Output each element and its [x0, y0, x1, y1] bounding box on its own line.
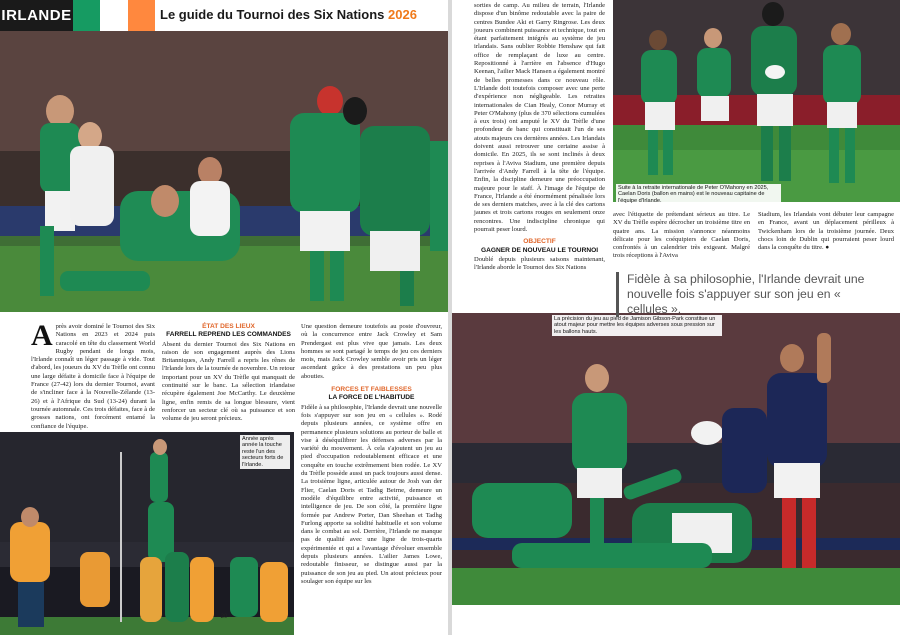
kick-photo — [452, 313, 900, 605]
right-text-column — [474, 2, 605, 302]
page-number: - 20 - — [216, 614, 231, 620]
lineout-caption: Année après année la touche reste l'un des secteurs forts de l'Irlande. — [240, 435, 290, 469]
kick-caption: La précision du jeu au pied de Jamison Gibson-Park constitue un atout majeur pour mettre les équipes adverses sous pression sur les ballons hauts. — [552, 315, 722, 336]
guide-title — [160, 7, 417, 22]
irish-flag-icon — [73, 0, 155, 31]
right-text-paragraph-3: Stadium, les Irlandais vont débuter leur campagne en France, avant un déplacement périlleux à Twickenham lors de la troisième journée. Deux chocs loin de Dublin qui pourraient peser lourd dans la conquête du titre. ● — [758, 211, 894, 252]
page-header — [0, 0, 448, 31]
section-heading-objectif: GAGNER DE NOUVEAU LE TOURNOI — [480, 246, 599, 254]
section-label-forces: FORCES ET FAIBLESSES — [331, 386, 412, 394]
state-of-play-column — [162, 323, 295, 427]
section-label-objectif: OBJECTIF — [523, 238, 556, 246]
strengths-column — [301, 323, 442, 623]
right-text-column-3 — [758, 211, 894, 269]
training-caption: Suite à la retraite internationale de Peter O'Mahony en 2025, Caelan Doris (ballon en mains) est le nouveau capitaine de l'équipe d'Irlande. — [616, 184, 781, 205]
section-text-objectif: Doublé depuis plusieurs saisons maintenant, l'Irlande aborde le Tournoi des Six Nations — [474, 255, 605, 272]
section-heading-habitude: LA FORCE DE L'HABITUDE — [328, 394, 415, 402]
section-label-etat: ÉTAT DES LIEUX — [202, 323, 255, 330]
guide-year: 2026 — [388, 7, 417, 22]
right-text-paragraph-2: avec l'étiquette de prétendant sérieux au titre. Le XV du Trèfle espère décrocher un troisième titre en quatre ans. La mission s'annonce néanmoins délicate pour les coéquipiers de Caelan Doris, confrontés à un calendrier très exigeant. Malgré trois réceptions à l'Aviva — [613, 211, 750, 260]
lineout-photo — [0, 432, 294, 635]
section-heading-farrell: FARRELL REPREND LES COMMANDES — [166, 331, 291, 339]
country-label: IRLANDE — [0, 0, 73, 31]
intro-text: près avoir dominé le Tournoi des Six Nations en 2023 et 2024 puis caracolé en tête du classement World Rugby pendant de longs mois, l'Irlande connaît un léger passage à vide. Tout d'abord, les joueurs du XV du Trèfle ont connu une large défaite à domicile face à l'équipe de France (27-42) lors du dernier Tournoi, avant de s'incliner face à la Nouvelle-Zélande (13-26) et à l'Afrique du Sud (13-24) durant la tournée automnale. Ces trois défaites, face à de grosses nations, ont forcément entamé la confiance de l'équipe. — [31, 323, 155, 430]
intro-column — [31, 319, 155, 430]
right-text-column-2 — [613, 211, 750, 269]
section-text-habitude: Fidèle à sa philosophie, l'Irlande devrait une nouvelle fois s'appuyer sur son jeu en « cellules ». Rodé depuis plusieurs années, ce système offre en permanence plusieurs solutions au porteur de balle et vise à déséquilibrer les défenses adverses par la variété du mouvement. À cela s'ajoutent un jeu au pied d'occupation redoutablement efficace et une conquête en touche extrêmement bien rodée. Le XV du Trèfle possède aussi un pack toujours aussi dense. La troisième ligne, articulée autour de Josh van der Flier, Caelan Doris et Tadhg Beirne, demeure un modèle d'équilibre entre activité, puissance et intelligence de jeu. De son côté, la première ligne formée par Andrew Porter, Dan Sheehan et Tadhg Furlong apporte sa solidité habituelle et son volume dans le combat au sol. Derrière, l'Irlande ne manque pas de qualité avec une ligne de trois-quarts expérimentée et qui a l'avantage d'évoluer ensemble depuis plusieurs années. L'ailier James Lowe, redoutable finisseur, se distingue aussi par la puissance de son jeu au pied. Un atout précieux pour soulager son équipe sur les — [301, 403, 442, 585]
pull-quote: Fidèle à sa philosophie, l'Irlande devrait une nouvelle fois s'appuyer sur son jeu en « cellules ». — [616, 272, 881, 317]
dropcap-letter: A — [31, 319, 53, 352]
right-page — [452, 0, 900, 635]
right-text-paragraph: sorties de camp. Au milieu de terrain, l'Irlande dispose d'un binôme redoutable avec la paire de centres Bundee Aki et Garry Ringrose. Les deux joueurs combinent puissance et technique, tout en étant parfaitement intégrés au système de jeu irlandais. Sans oublier Robbie Henshaw qui fait office de remplaçant de luxe au centre. Repositionné à l'arrière en l'absence d'Hugo Keenan, l'ailier Mack Hansen a également montré de belles promesses dans ce nouveau rôle. L'Irlande doit toutefois composer avec une perte d'expérience non négligeable. Les retraites internationales de Cian Healy, Conor Murray et Peter O'Mahony (plus de 370 sélections cumulées à eux trois) ont amputé le XV du Trèfle d'une profondeur de banc qui constituait l'un de ses atouts majeurs ces dernières années. Les Irlandais doivent aussi retrouver une certaine assise à domicile. En 2025, ils se sont inclinés à deux reprises à l'Aviva Stadium, une première depuis l'arrivée d'Andy Farrell à la tête de l'équipe. Enfin, la discipline demeure une préoccupation majeure pour le staff. À l'image de l'équipe de France, l'Irlande a été énormément pénalisée lors de ses derniers matches, avec à la clé des cartons jaunes et trois cartons rouges en seulement onze rencontres. Une indiscipline chronique qui pourrait peser lourd. — [474, 2, 605, 234]
ruck-photo — [0, 31, 448, 312]
ouvreur-paragraph: Une question demeure toutefois au poste d'ouvreur, où la concurrence entre Jack Crowley et Sam Prendergast est plus vive que jamais. Les deux hommes se sont partagé le temps de jeu ces derniers mois, mais Jack Crowley semble avoir pris un léger ascendant grâce à des prestations un peu plus abouties. — [301, 323, 442, 380]
section-text-farrell: Absent du dernier Tournoi des Six Nations en raison de son engagement auprès des Lions Britanniques, Andy Farrell a repris les rênes de l'Irlande lors de la tournée de novembre. Un retour important pour un XV du Trèfle qui manquait de continuité sur le banc. La sélection irlandaise récupère également Joe McCarthy. Le deuxième ligne, enfin remis de sa longue blessure, vient renforcer un secteur clé où sa puissance et son volume de jeu seront précieux. — [162, 340, 295, 423]
left-page — [0, 0, 448, 635]
training-photo — [613, 0, 900, 202]
guide-title-text: Le guide du Tournoi des Six Nations — [160, 7, 385, 22]
